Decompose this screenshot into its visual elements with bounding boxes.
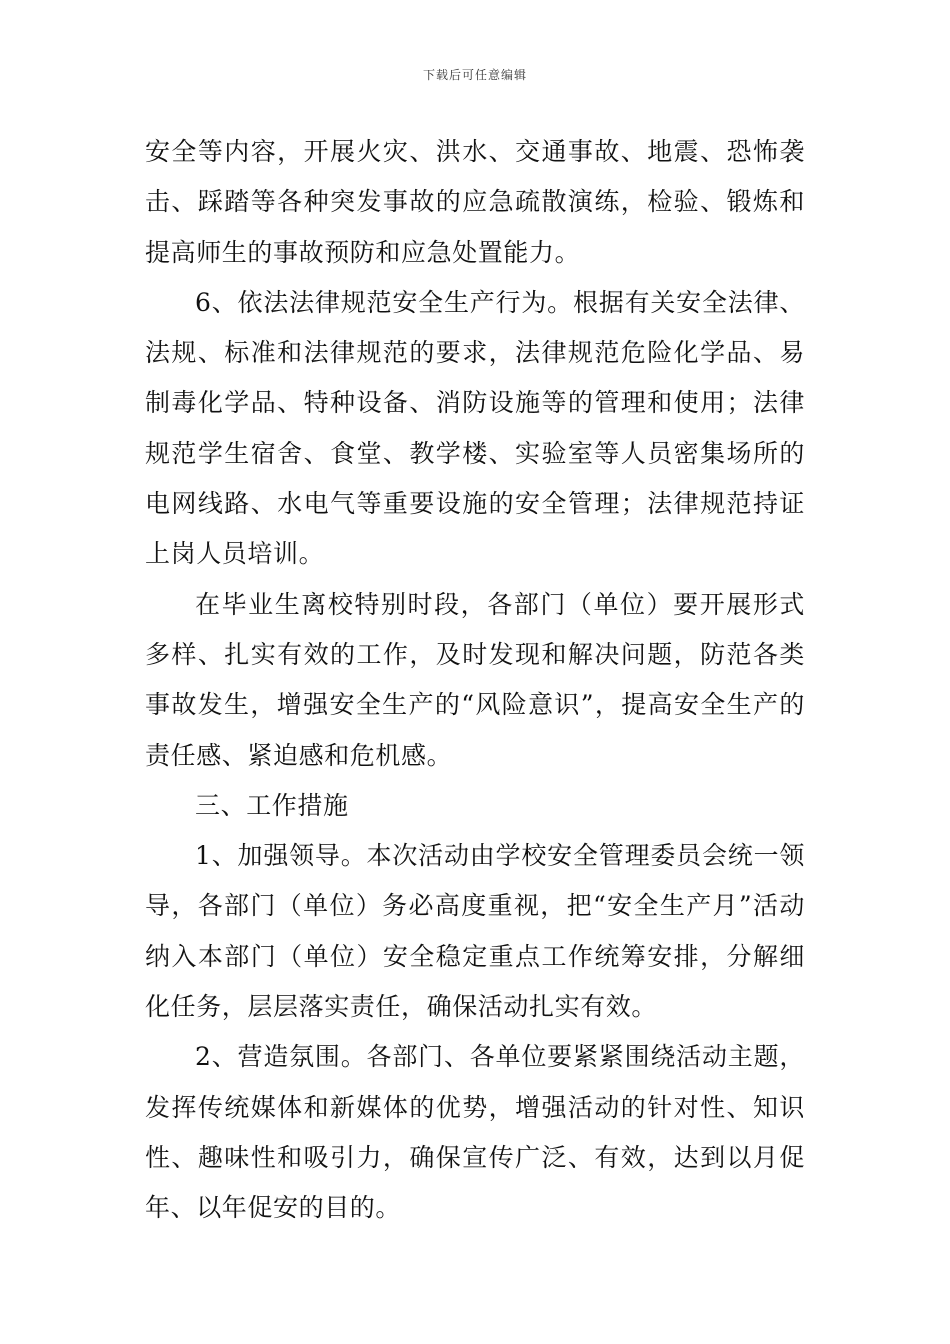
- paragraph-graduation-period: 在毕业生离校特别时段，各部门（单位）要开展形式多样、扎实有效的工作，及时发现和解决问题，防范各类事故发生，增强安全生产的“风险意识”，提高安全生产的责任感、紧迫感和危机感。: [145, 589, 805, 770]
- paragraph-measure-1: 1、加强领导。本次活动由学校安全管理委员会统一领导，各部门（单位）务必高度重视，把“安全生产月”活动纳入本部门（单位）安全稳定重点工作统筹安排，分解细化任务，层层落实责任，确保活动扎实有效。: [145, 841, 805, 1022]
- document-body: [145, 127, 805, 1234]
- paragraph-continuation: 安全等内容，开展火灾、洪水、交通事故、地震、恐怖袭击、踩踏等各种突发事故的应急疏散演练，检验、锻炼和提高师生的事故预防和应急处置能力。: [145, 137, 805, 267]
- section-heading-work-measures: 三、工作措施: [195, 790, 349, 820]
- page-header: 下载后可任意编辑: [422, 68, 527, 82]
- paragraph-item-6: 6、依法法律规范安全生产行为。根据有关安全法律、法规、标准和法律规范的要求，法律规范危险化学品、易制毒化学品、特种设备、消防设施等的管理和使用；法律规范学生宿舍、食堂、教学楼、实验室等人员密集场所的电网线路、水电气等重要设施的安全管理；法律规范持证上岗人员培训。: [145, 287, 805, 569]
- paragraph-measure-2: 2、营造氛围。各部门、各单位要紧紧围绕活动主题，发挥传统媒体和新媒体的优势，增强活动的针对性、知识性、趣味性和吸引力，确保宣传广泛、有效，达到以月促年、以年促安的目的。: [145, 1042, 805, 1223]
